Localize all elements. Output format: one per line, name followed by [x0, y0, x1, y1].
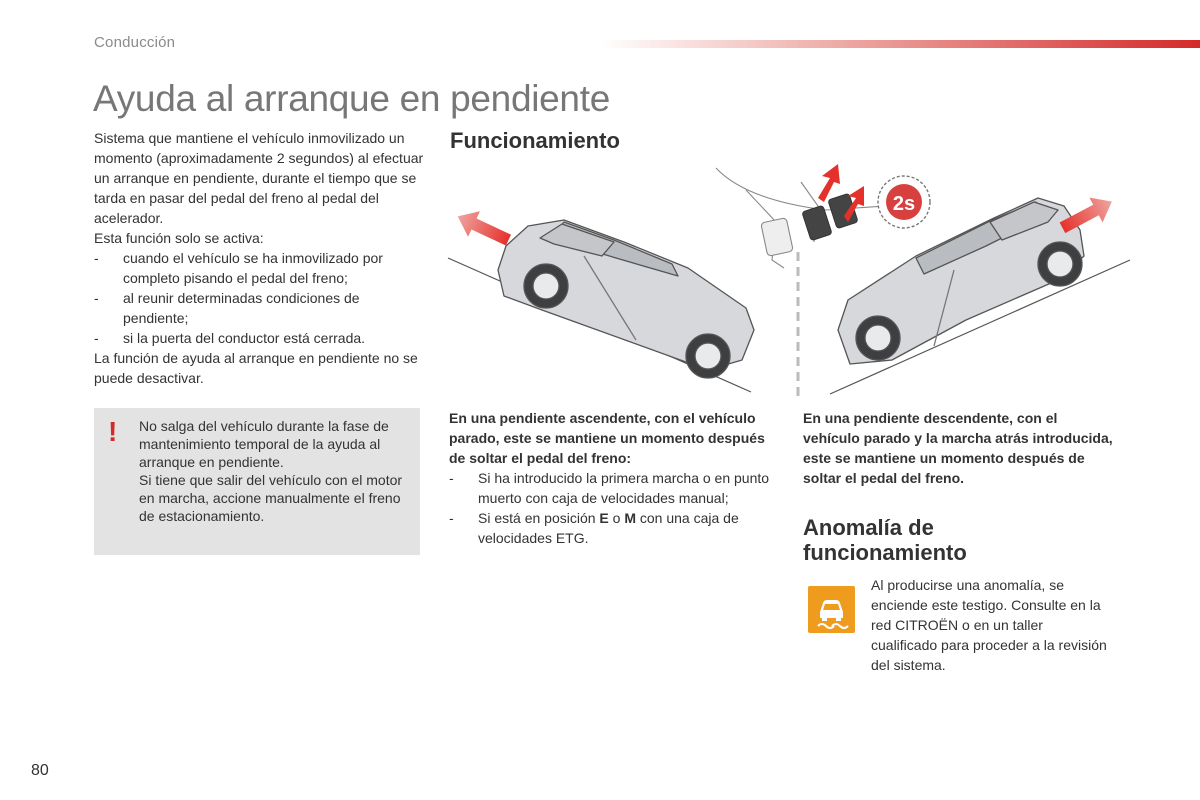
list-item: - Si ha introducido la primera marcha o en punto muerto con caja de velocidades manual; — [449, 468, 779, 508]
downhill-description — [803, 408, 1113, 488]
list-item: - al reunir determinadas condiciones de pendiente; — [94, 288, 424, 328]
warning-box — [94, 408, 420, 555]
mode-m-label: M — [624, 510, 636, 526]
list-item-text: con una caja de velocidades ETG. — [478, 510, 739, 546]
page-number: 80 — [31, 762, 49, 779]
intro-note: La función de ayuda al arranque en pendiente no se puede desactivar. — [94, 350, 418, 386]
downhill-car-icon — [838, 198, 1084, 364]
uphill-arrow-icon — [452, 204, 515, 253]
intro-text — [94, 128, 424, 388]
timer-label: 2s — [892, 193, 916, 215]
timer-icon — [878, 176, 930, 228]
uphill-lead: En una pendiente ascendente, con el vehículo parado, este se mantiene un momento después de soltar el pedal del freno: — [449, 410, 765, 466]
skid-warning-icon — [808, 586, 855, 633]
warning-text — [139, 417, 415, 525]
intro-condition-list — [94, 248, 424, 348]
intro-paragraph: Sistema que mantiene el vehículo inmovilizado un momento (aproximadamente 2 segundos) al efectuar un arranque en pendiente, durante el tiempo que se tarda en pasar del pedal del freno al pedal del acelerador. — [94, 130, 424, 226]
hill-start-illustration — [446, 160, 1132, 398]
pedal-release-arrow-icon — [818, 164, 840, 202]
anomalia-text: Al producirse una anomalía, se enciende este testigo. Consulte en la red CITROËN o en un taller cualificado para proceder a la revisión del sistema. — [871, 577, 1107, 673]
mode-e-label: E — [599, 510, 609, 526]
page-title: Ayuda al arranque en pendiente — [93, 78, 610, 119]
intro-condition-lead: Esta función solo se activa: — [94, 230, 264, 246]
list-item: - cuando el vehículo se ha inmovilizado por completo pisando el pedal del freno; — [94, 248, 424, 288]
warning-icon: ! — [108, 416, 118, 447]
uphill-car-icon — [498, 220, 754, 378]
list-item — [449, 508, 779, 548]
list-item-text: o — [608, 510, 625, 526]
section-label: Conducción — [94, 34, 176, 51]
list-item-text: Si está en posición — [478, 510, 600, 526]
funcionamiento-heading: Funcionamiento — [450, 128, 620, 153]
warning-line: No salga del vehículo durante la fase de mantenimiento temporal de la ayuda al arranque en pendiente. — [139, 418, 389, 470]
warning-line: Si tiene que salir del vehículo con el motor en marcha, accione manualmente el freno de estacionamiento. — [139, 472, 403, 524]
downhill-lead: En una pendiente descendente, con el vehículo parado y la marcha atrás introducida, este se mantiene un momento después de soltar el pedal del freno. — [803, 410, 1113, 486]
list-item: - si la puerta del conductor está cerrada. — [94, 328, 424, 348]
uphill-description — [449, 408, 779, 548]
anomalia-heading: Anomalía de funcionamiento — [803, 515, 967, 565]
header-accent-bar — [600, 40, 1200, 48]
uphill-condition-list — [449, 468, 779, 548]
